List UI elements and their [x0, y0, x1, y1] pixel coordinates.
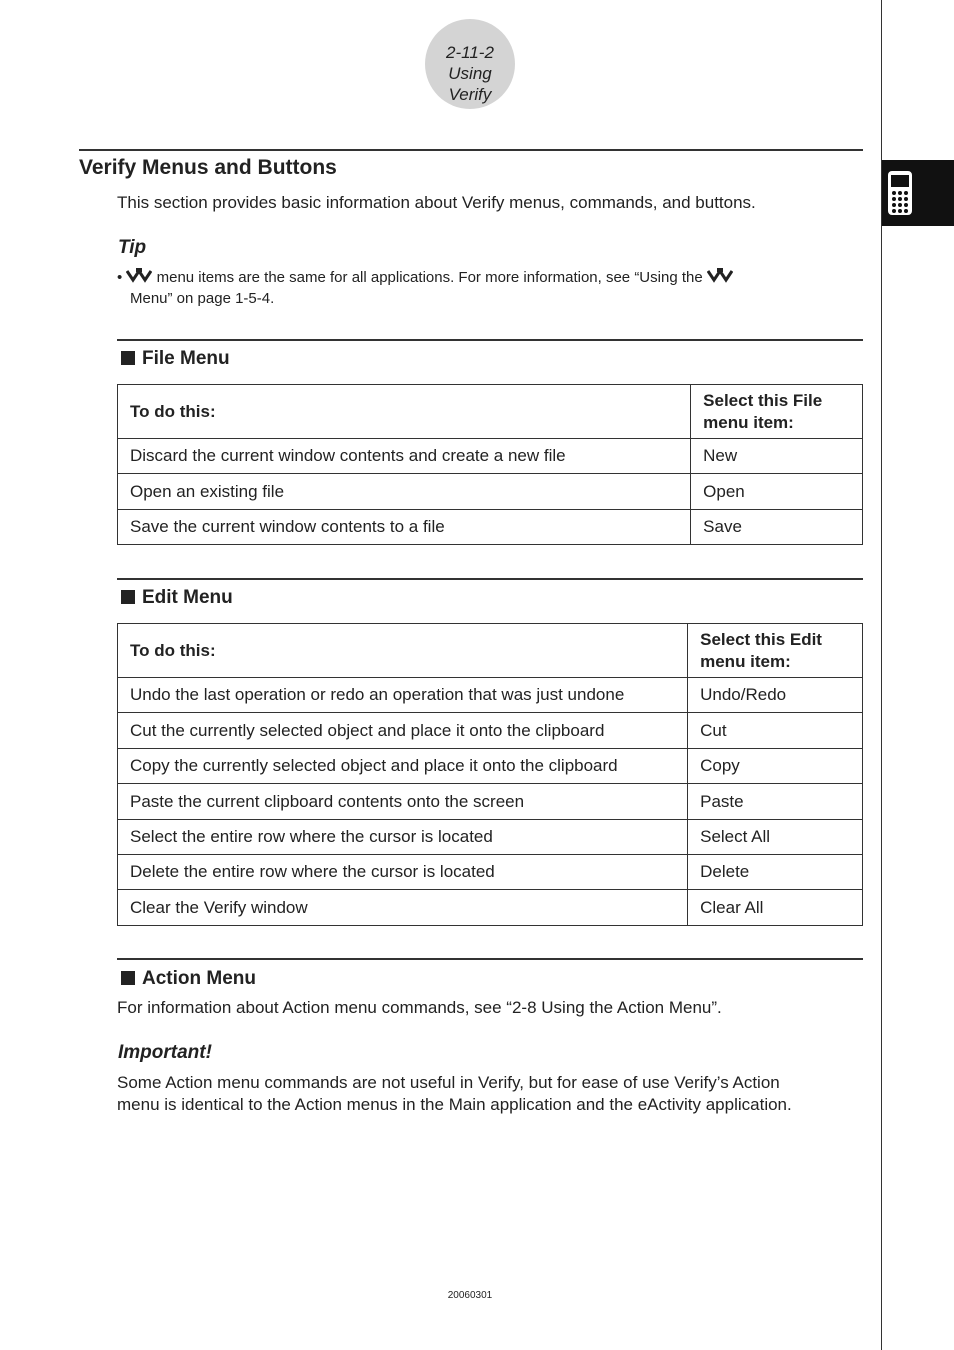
tip-text-part1: menu items are the same for all applications. For more information, see “Using the [156, 269, 707, 286]
edit-menu-table [117, 623, 863, 926]
page-title: Verify Menus and Buttons [79, 156, 337, 179]
menu-item-cell: Cut [688, 713, 863, 749]
table-header-row [118, 624, 863, 678]
menu-item-cell: Delete [688, 855, 863, 890]
square-bullet-icon [121, 590, 135, 604]
task-cell: Copy the currently selected object and place it onto the clipboard [118, 749, 688, 784]
edit-menu-heading [121, 587, 233, 609]
edit-menu-rule [117, 578, 863, 580]
menu-item-cell: New [691, 439, 863, 474]
menu-item-cell: Save [691, 510, 863, 545]
task-cell: Undo the last operation or redo an operation that was just undone [118, 678, 688, 713]
square-bullet-icon [121, 351, 135, 365]
file-menu-table [117, 384, 863, 545]
chapter-tab [882, 160, 954, 226]
column-header: To do this: [118, 385, 691, 439]
intro-text: This section provides basic information about Verify menus, commands, and buttons. [117, 193, 756, 212]
title-rule [79, 149, 863, 151]
menu-item-cell: Select All [688, 820, 863, 855]
edit-menu-heading-text: Edit Menu [142, 587, 233, 608]
important-line-1: Some Action menu commands are not useful in Verify, but for ease of use Verify’s Action [117, 1073, 780, 1092]
menu-item-cell: Copy [688, 749, 863, 784]
table-row [118, 713, 863, 749]
task-cell: Clear the Verify window [118, 890, 688, 926]
task-cell: Paste the current clipboard contents onto the screen [118, 784, 688, 820]
column-header: To do this: [118, 624, 688, 678]
file-menu-heading [121, 348, 230, 370]
page-number: 2-11-2 [446, 43, 494, 62]
menu-chevron-icon [126, 268, 152, 283]
page-badge [425, 19, 515, 109]
table-row [118, 678, 863, 713]
task-cell: Open an existing file [118, 474, 691, 510]
task-cell: Save the current window contents to a file [118, 510, 691, 545]
tip-bullet: • [117, 269, 123, 286]
file-menu-heading-text: File Menu [142, 348, 230, 369]
section-name: Using Verify [448, 64, 492, 104]
important-heading: Important! [118, 1042, 212, 1063]
tip-bullet-line [117, 268, 733, 288]
task-cell: Cut the currently selected object and place it onto the clipboard [118, 713, 688, 749]
square-bullet-icon [121, 971, 135, 985]
footer-code: 20060301 [447, 1290, 493, 1301]
table-row [118, 439, 863, 474]
table-header-row [118, 385, 863, 439]
table-row [118, 749, 863, 784]
column-header: Select this File menu item: [691, 385, 863, 439]
table-row [118, 510, 863, 545]
task-cell: Delete the entire row where the cursor is located [118, 855, 688, 890]
tip-heading: Tip [118, 237, 147, 258]
table-row [118, 474, 863, 510]
menu-chevron-icon [707, 268, 733, 283]
task-cell: Select the entire row where the cursor is located [118, 820, 688, 855]
table-row [118, 890, 863, 926]
action-menu-text: For information about Action menu commands, see “2-8 Using the Action Menu”. [117, 998, 722, 1017]
table-row [118, 784, 863, 820]
action-menu-heading-text: Action Menu [142, 968, 256, 989]
action-menu-rule [117, 958, 863, 960]
file-menu-rule [117, 339, 863, 341]
menu-item-cell: Open [691, 474, 863, 510]
table-row [118, 855, 863, 890]
menu-item-cell: Clear All [688, 890, 863, 926]
menu-item-cell: Undo/Redo [688, 678, 863, 713]
calculator-icon [887, 170, 913, 216]
task-cell: Discard the current window contents and create a new file [118, 439, 691, 474]
table-row [118, 820, 863, 855]
important-line-2: menu is identical to the Action menus in the Main application and the eActivity application. [117, 1095, 792, 1114]
action-menu-heading [121, 968, 256, 990]
menu-item-cell: Paste [688, 784, 863, 820]
tip-text-part2: Menu” on page 1-5-4. [130, 290, 275, 307]
column-header: Select this Edit menu item: [688, 624, 863, 678]
